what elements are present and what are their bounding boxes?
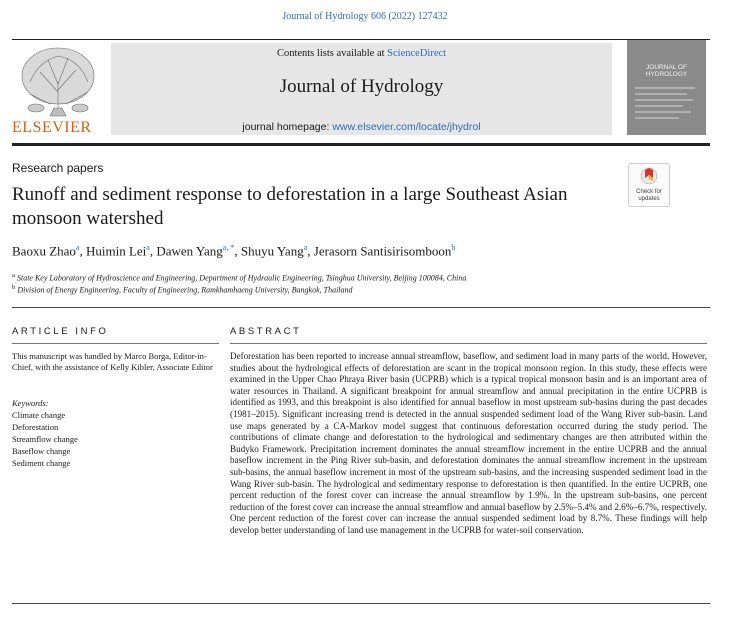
header-divider [12,143,710,146]
contents-line [111,48,612,59]
keyword-item: Streamflow change [12,434,78,444]
author-sup[interactable]: a [75,243,80,252]
affiliation-sup: b [12,284,16,291]
cover-title: JOURNAL OF HYDROLOGY [645,64,688,78]
keyword-item: Deforestation [12,422,59,432]
affiliation-b [12,284,353,295]
affiliation-text: Division of Energy Engineering, Faculty of Engineering, Ramkhamhaeng University, Bangkok, Thailand [17,285,353,295]
citation-link[interactable]: Journal of Hydrology 606 (2022) 127432 [282,11,448,22]
top-divider [12,39,710,40]
check-for-updates-badge[interactable] [628,163,670,207]
cover-lines [635,84,698,124]
article-info-rule [12,343,219,344]
homepage-prefix: journal homepage: [242,121,333,133]
badge-line2: updates [638,195,660,202]
keywords-label: Keywords: [12,398,49,408]
publisher-name: ELSEVIER [12,119,92,136]
handling-editor-note: This manuscript was handled by Marco Borga, Editor-in-Chief, with the assistance of Kelly Kibler, Associate Editor [12,351,213,372]
bottom-divider [12,603,710,604]
author-sup[interactable]: a [146,243,150,252]
keyword-item: Sediment change [12,458,71,468]
keyword-item: Climate change [12,410,66,420]
abstract-rule [230,343,707,344]
author-sup[interactable]: b [451,243,456,252]
journal-cover-image[interactable] [627,40,706,135]
affiliation-a [12,272,466,283]
sciencedirect-link[interactable]: ScienceDirect [387,48,447,59]
abstract-heading: ABSTRACT [230,326,302,337]
author-sup[interactable]: a [303,243,308,252]
journal-title: Journal of Hydrology [279,76,444,97]
author-sup[interactable]: a, * [222,243,235,252]
section-label: Research papers [12,161,104,175]
contents-prefix: Contents lists available at [276,48,388,59]
affiliation-sup: a [12,272,15,279]
check-for-updates-icon [640,167,658,187]
keyword-item: Baseflow change [12,446,71,456]
abstract-text: Deforestation has been reported to increase annual streamflow, baseflow, and sediment load in many parts of the world. However, studies about the hydrological effects of deforestation are scant in the tropical monsoon region. In this study, these effects were examined in the Upper Chao Phraya River basin (UCPRB) which is a typical tropical monsoon basin and is an important area of water resources in Thailand. A significant breakpoint for annual streamflow and annual precipitation in the entire UCPRB is identified as 1993, and this breakpoint is also identified for annual baseflow in most upstream sub-basins during the past decades (1981–2015). Significant increasing trend is detected in the annual suspended sediment load of the Wang River sub-basin. Land use maps generated by a CA-Markov model suggest that continuous deforestation occurred during the study period. The contributions of climate change and deforestation to the hydrological and sedimentary changes are then attributed within the Budyko Framework. Precipitation increment dominates the annual streamflow increment in the entire UCPRB and the annual baseflow increment in the Ping River sub-basin, and deforestation dominates the annual streamflow increment in the upstream sub-basins, the annual baseflow increment in most of the upstream sub-basins, and the increasing suspended sediment load in the Wang River sub-basin. The hydrological and sedimentary response to deforestation is then quantified. In the entire UCPRB, one percent reduction of the forest cover can increase the annual streamflow by 1.9%. In the upstream sub-basins, one percent reduction of the forest cover can increase the annual streamflow and annual baseflow by 2.5%–5.4% and 2.6%–6.7%, respectively. One percent reduction of the forest cover can increase the annual suspended sediment load by 8.7%. These findings will help develop better understanding of land use management in the UCPRB for water-soil conservation. [230,351,707,535]
badge-text [629,189,669,202]
body-divider [12,307,710,308]
article-info-heading: ARTICLE INFO [12,326,109,337]
author-name[interactable]: Huimin Lei [85,243,147,259]
badge-line1: Check for [636,189,662,195]
author-list: Baoxu Zhao$^a$, Huimin Lei$^a$, Dawen Yang$^{a, *}$, Shuyu Yang$^a$, Jerasorn Santisirisomboon$^b$ [12,243,456,259]
paper-title: Runoff and sediment response to deforestation in a large Southeast Asian monsoon watershed [12,184,568,229]
affiliation-text: State Key Laboratory of Hydroscience and Engineering, Department of Hydraulic Engineering, Tsinghua University, Beijing 100084, China [16,273,467,283]
author-name[interactable]: Baoxu Zhao [12,243,76,259]
author-name[interactable]: Jerasorn Santisirisomboon [313,243,452,259]
homepage-line [111,121,612,133]
author-name[interactable]: Dawen Yang [156,243,223,259]
author-name[interactable]: Shuyu Yang [240,243,304,259]
homepage-link[interactable]: www.elsevier.com/locate/jhydrol [332,121,481,133]
